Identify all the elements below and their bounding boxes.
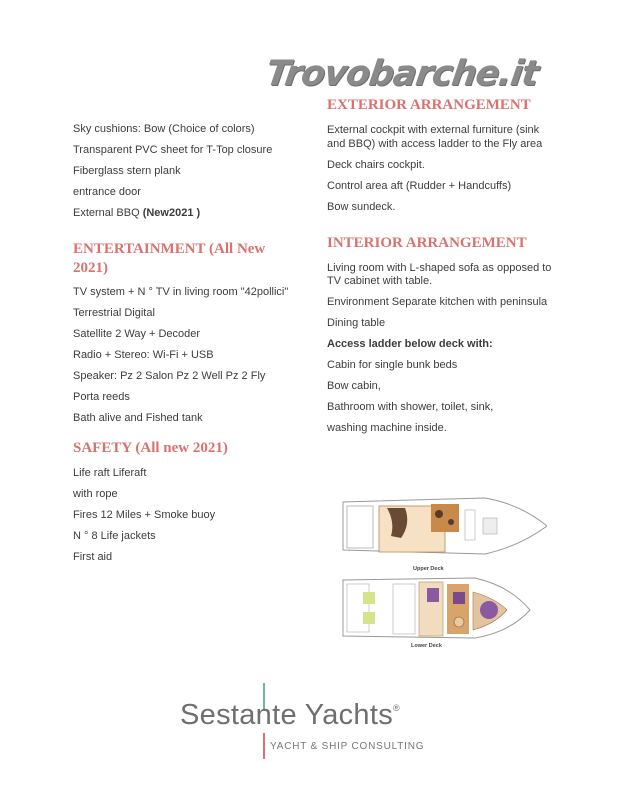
upper-deck-label: Upper Deck xyxy=(413,566,444,572)
interior-item: Cabin for single bunk beds xyxy=(327,359,458,371)
interior-item: Living room with L-shaped sofa as opposed to TV cabinet with table. xyxy=(327,261,552,287)
exterior-item: Bow sundeck. xyxy=(327,200,396,213)
company-tagline: YACHT & SHIP CONSULTING xyxy=(270,741,425,752)
intro-line: Sky cushions: Bow (Choice of colors) xyxy=(73,123,255,135)
entertainment-item: Porta reeds xyxy=(73,391,130,403)
exterior-item: Control area aft (Rudder + Handcuffs) xyxy=(327,179,512,192)
safety-heading: SAFETY (All new 2021) xyxy=(73,440,228,456)
entertainment-item: Terrestrial Digital xyxy=(73,307,155,319)
left-column xyxy=(73,123,303,572)
entertainment-item: Satellite 2 Way + Decoder xyxy=(73,328,201,340)
entertainment-item: TV system + N ° TV in living room "42pollici" xyxy=(73,286,289,298)
right-column xyxy=(327,96,557,443)
safety-item: First aid xyxy=(73,551,113,563)
safety-item: Life raft Liferaft xyxy=(73,467,147,479)
lower-deck-plan xyxy=(343,578,530,638)
company-name: Sestante Yachts® xyxy=(180,699,400,731)
interior-item: Environment Separate kitchen with peninsula xyxy=(327,296,548,308)
entertainment-item: Speaker: Pz 2 Salon Pz 2 Well Pz 2 Fly xyxy=(73,370,266,382)
bbq-line xyxy=(73,207,303,228)
registered-mark: ® xyxy=(393,703,400,713)
interior-item: Bathroom with shower, toilet, sink, xyxy=(327,401,494,413)
entertainment-heading: ENTERTAINMENT (All New 2021) xyxy=(73,241,266,276)
safety-item: Fires 12 Miles + Smoke buoy xyxy=(73,509,216,521)
bbq-text: External BBQ xyxy=(73,207,143,219)
exterior-item: Deck chairs cockpit. xyxy=(327,158,425,171)
lower-deck-label: Lower Deck xyxy=(411,643,442,649)
trovobarche-logo-text: Trovobarche.it xyxy=(263,54,541,94)
interior-item: Dining table xyxy=(327,317,386,329)
intro-line: Fiberglass stern plank xyxy=(73,165,181,177)
entertainment-item: Radio + Stereo: Wi-Fi + USB xyxy=(73,349,214,361)
safety-item: N ° 8 Life jackets xyxy=(73,530,156,542)
interior-item: washing machine inside. xyxy=(327,422,447,434)
upper-deck-plan xyxy=(343,498,547,554)
exterior-item: External cockpit with external furniture (sink and BBQ) with access ladder to the Fly area xyxy=(327,124,543,150)
intro-line: entrance door xyxy=(73,186,141,198)
deck-plan-illustration xyxy=(335,488,547,650)
entertainment-item: Bath alive and Fished tank xyxy=(73,412,203,424)
intro-line: Transparent PVC sheet for T-Top closure xyxy=(73,144,273,156)
interior-access-ladder: Access ladder below deck with: xyxy=(327,338,493,350)
safety-item: with rope xyxy=(73,488,118,500)
logo-red-bar xyxy=(263,733,265,759)
sestante-yachts-logo xyxy=(180,683,450,763)
bbq-new-badge: (New2021 ) xyxy=(142,207,201,219)
interior-heading: INTERIOR ARRANGEMENT xyxy=(327,234,527,251)
trovobarche-logo xyxy=(263,52,566,96)
interior-item: Bow cabin, xyxy=(327,380,381,392)
exterior-heading: EXTERIOR ARRANGEMENT xyxy=(327,97,531,113)
